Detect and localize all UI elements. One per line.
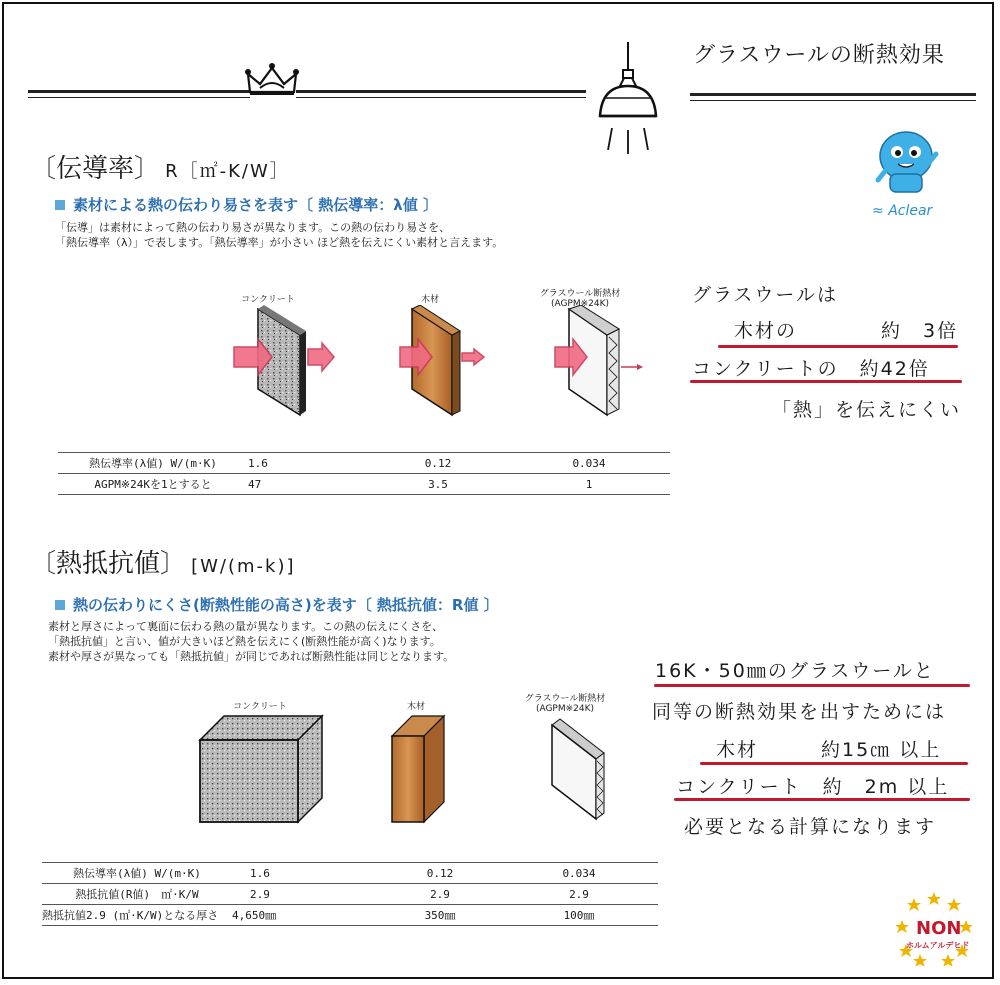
resistance-heading xyxy=(30,543,296,580)
concrete-block-illustration xyxy=(196,712,326,824)
conductivity-unit: R［㎡-K/W］ xyxy=(165,161,290,182)
conductivity-title: 〔伝導率〕 xyxy=(30,154,161,184)
resistance-title: 〔熱抵抗値〕 xyxy=(30,549,187,579)
wood-block-illustration xyxy=(388,712,448,824)
glasswool-label-text: グラスウール断熱材 xyxy=(539,289,621,299)
conductivity-description xyxy=(55,220,503,250)
callout2-line4: コンクリート 約 2m 以上 xyxy=(676,776,950,798)
resistance-desc-line1: 素材と厚さによって裏面に伝わる熱の量が異なります。この熱の伝えにくさを、 xyxy=(48,620,444,633)
glasswool-sublabel-text: (AGPM※24K) xyxy=(550,299,610,309)
callout1-line3: コンクリートの 約42倍 xyxy=(692,358,930,380)
resistance-desc-line3: 素材や厚さが異なっても「熱抵抗値」が同じであれば断熱性能は同じとなります。 xyxy=(48,650,455,663)
table-cell: 1 xyxy=(508,474,670,495)
table-cell: 0.12 xyxy=(368,453,508,474)
bullet-square-icon xyxy=(55,200,65,210)
table-cell: 1.6 xyxy=(248,453,368,474)
conductivity-table xyxy=(58,452,670,495)
header-rule-right-bottom xyxy=(690,100,976,101)
material-label-concrete-2: コンクリート xyxy=(233,702,287,712)
table-row xyxy=(58,474,670,495)
table-cell: 0.034 xyxy=(500,863,658,884)
glasswool-label-text-2: グラスウール断熱材 xyxy=(524,694,606,704)
callout2-line1: 16K・50㎜のグラスウールと xyxy=(655,660,935,682)
table-cell: 1.6 xyxy=(232,863,380,884)
table-row xyxy=(42,905,658,926)
callout2-underline-3 xyxy=(674,798,970,801)
table-row-label: 熱抵抗値(R値) ㎡·K/W xyxy=(42,884,232,905)
non-badge-text: NON xyxy=(916,918,962,939)
conductivity-desc-line1: 「伝導」は素材によって熱の伝わり易さが異なります。この熱の伝わり易さを、 xyxy=(55,221,451,234)
glasswool-panel-illustration xyxy=(553,305,653,417)
resistance-table xyxy=(42,862,658,926)
callout1-underline-2 xyxy=(690,380,962,383)
callout1-line2: 木材の 約 3倍 xyxy=(734,320,959,342)
header-rule-left-bottom xyxy=(28,97,250,98)
conductivity-subheading xyxy=(55,194,438,215)
header-rule-left2-bottom xyxy=(296,97,586,98)
wood-panel-illustration xyxy=(398,305,498,417)
table-cell: 2.9 xyxy=(380,884,500,905)
table-cell: 4,650㎜ xyxy=(232,905,380,926)
callout1-underline-1 xyxy=(718,345,958,348)
callout1-line4: 「熱」を伝えにくい xyxy=(772,399,962,421)
table-cell: 100㎜ xyxy=(500,905,658,926)
table-cell: 3.5 xyxy=(368,474,508,495)
table-row-label: 熱抵抗値2.9 (㎡·K/W)となる厚さ xyxy=(42,905,232,926)
aclear-wave-icon: ≈ xyxy=(872,203,884,219)
glasswool-sublabel-text-2: (AGPM※24K) xyxy=(535,704,595,714)
crown-icon xyxy=(242,58,302,102)
resistance-subheading-text: 熱の伝わりにくさ(断熱性能の高さ)を表す〔 熱抵抗値：R値 〕 xyxy=(73,596,499,614)
callout1-line1: グラスウールは xyxy=(692,284,839,306)
pendant-lamp-icon xyxy=(590,40,670,158)
material-label-glasswool-2 xyxy=(510,691,620,714)
resistance-subheading xyxy=(55,594,499,615)
material-label-wood-2: 木材 xyxy=(406,702,425,712)
aclear-logo-text: Aclear xyxy=(888,203,933,219)
header-rule-left-top xyxy=(28,90,250,93)
table-cell: 2.9 xyxy=(500,884,658,905)
material-label-concrete: コンクリート xyxy=(241,295,295,305)
table-cell: 350㎜ xyxy=(380,905,500,926)
table-cell: 0.034 xyxy=(508,453,670,474)
mascot-character xyxy=(866,126,946,202)
resistance-unit: [W/(m-k)] xyxy=(191,556,296,577)
table-cell: 0.12 xyxy=(380,863,500,884)
conductivity-desc-line2: 「熱伝導率（λ）」で表します。「熱伝導率」が小さい ほど熱を伝えにくい素材と言えます。 xyxy=(55,236,504,249)
callout2-line2: 同等の断熱効果を出すためには xyxy=(652,701,947,723)
conductivity-heading xyxy=(30,148,290,185)
page-title: グラスウールの断熱効果 xyxy=(693,43,945,68)
table-row-label: 熱伝導率(λ値) W/(m·K) xyxy=(58,453,248,474)
callout2-line5: 必要となる計算になります xyxy=(684,816,937,838)
table-row xyxy=(42,863,658,884)
glasswool-block-illustration xyxy=(550,717,610,822)
header-rule-right-top xyxy=(690,93,976,96)
table-cell: 2.9 xyxy=(232,884,380,905)
resistance-desc-line2: 「熱抵抗値」と言い、値が大きいほど熱を伝えにく(断熱性能が高く)なります。 xyxy=(48,635,441,648)
material-label-wood: 木材 xyxy=(420,295,439,305)
table-row-label: AGPM※24Kを1とすると xyxy=(58,474,248,495)
callout2-line3: 木材 約15㎝ 以上 xyxy=(716,739,942,761)
table-row xyxy=(58,453,670,474)
concrete-panel-illustration xyxy=(230,305,340,417)
bullet-square-icon xyxy=(55,600,65,610)
aclear-logo xyxy=(872,203,932,219)
callout2-underline-1 xyxy=(654,684,970,687)
table-row xyxy=(42,884,658,905)
conductivity-subheading-text: 素材による熱の伝わり易さを表す〔 熱伝導率：λ値 〕 xyxy=(73,196,438,214)
table-cell: 47 xyxy=(248,474,368,495)
resistance-description xyxy=(48,619,454,664)
callout2-underline-2 xyxy=(700,762,968,765)
table-row-label: 熱伝導率(λ値) W/(m·K) xyxy=(42,863,232,884)
non-badge-subtext: ホルムアルデヒド xyxy=(906,941,970,950)
header-rule-left2-top xyxy=(296,90,586,93)
